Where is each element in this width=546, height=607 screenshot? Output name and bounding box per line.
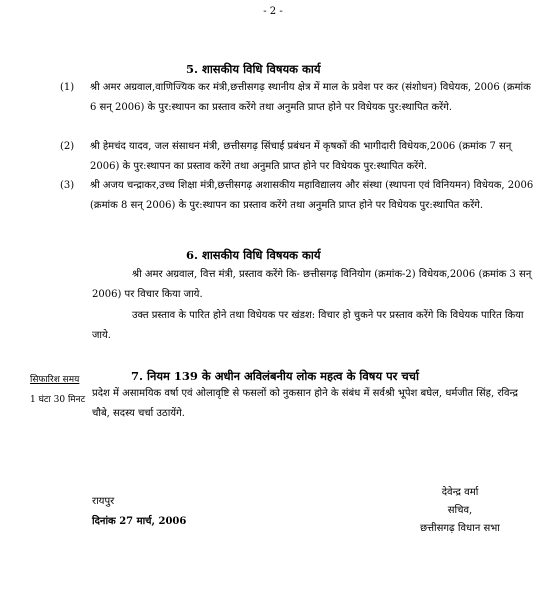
section6-heading: 6. शासकीय विधि विषयक कार्य	[186, 248, 321, 262]
section5-item1-number: (1)	[60, 82, 75, 93]
section6-paragraph-1: श्री अमर अग्रवाल, वित्त मंत्री, प्रस्ताव करेंगे कि- छत्तीसगढ़ विनियोग (क्रमांक-2) विधेयक,2006 (क्रमांक 3 सन् 2006) पर विचार किया जाये.	[92, 269, 532, 300]
signatory-title: सचिव,	[447, 505, 473, 516]
section7-heading: 7. नियम 139 के अधीन अविलंबनीय लोक महत्व के विषय पर चर्चा	[131, 369, 419, 383]
signatory-name: देवेन्द्र वर्मा	[441, 487, 479, 498]
section5-heading: 5. शासकीय विधि विषयक कार्य	[186, 62, 321, 76]
section5-item3-number: (3)	[60, 180, 75, 191]
page-number: - 2 -	[263, 6, 283, 17]
section5-item1-text: श्री अमर अग्रवाल,वाणिज्यिक कर मंत्री,छत्तीसगढ़ स्थानीय क्षेत्र में माल के प्रवेश पर कर (संशोधन) विधेयक, 2006 (क्रमांक 6 सन् 2006) के पुर:स्थापन का प्रस्ताव करेंगे तथा अनुमति प्राप्त होने पर विधेयक पुर:स्थापित करेंगे.	[90, 82, 531, 113]
date: दिनांक 27 मार्च, 2006	[92, 516, 187, 527]
section5-item3-text: श्री अजय चन्द्राकर,उच्च शिक्षा मंत्री,छत्तीसगढ़ अशासकीय महाविद्यालय और संस्था (स्थापना एवं विनियमन) विधेयक, 2006 (क्रमांक 8 सन् 2006) के पुर:स्थापन का प्रस्ताव करेंगे तथा अनुमति प्राप्त होने पर विधेयक पुर:स्थापित करेंगे.	[90, 180, 534, 211]
recommended-time-value: 1 घंटा 30 मिनट	[30, 395, 86, 405]
section5-item2-text: श्री हेमचंद यादव, जल संसाधन मंत्री, छत्तीसगढ़ सिंचाई प्रबंधन में कृषकों की भागीदारी विधेयक,2006 (क्रमांक 7 सन् 2006) के पुर:स्थापन का प्रस्ताव करेंगे तथा अनुमति प्राप्त होने पर विधेयक पुर:स्थापित करेंगे.	[90, 141, 512, 172]
section6-paragraph-2: उक्त प्रस्ताव के पारित होने तथा विधेयक पर खंडश: विचार हो चुकने पर प्रस्ताव करेंगे कि विधेयक पारित किया जाये.	[92, 310, 524, 341]
section5-item2-number: (2)	[60, 141, 75, 152]
place: रायपुर	[92, 496, 115, 507]
signature-block	[380, 484, 540, 538]
recommended-time-label: सिफारिश समय	[30, 375, 80, 385]
section7-text: प्रदेश में असामयिक वर्षा एवं ओलावृष्टि से फसलों को नुकसान होने के संबंध में सर्वश्री भूपेश बघेल, धर्मजीत सिंह, रविन्द्र चौबे, सदस्य चर्चा उठायेंगे.	[92, 388, 518, 419]
signatory-organization: छत्तीसगढ़ विधान सभा	[420, 523, 500, 534]
